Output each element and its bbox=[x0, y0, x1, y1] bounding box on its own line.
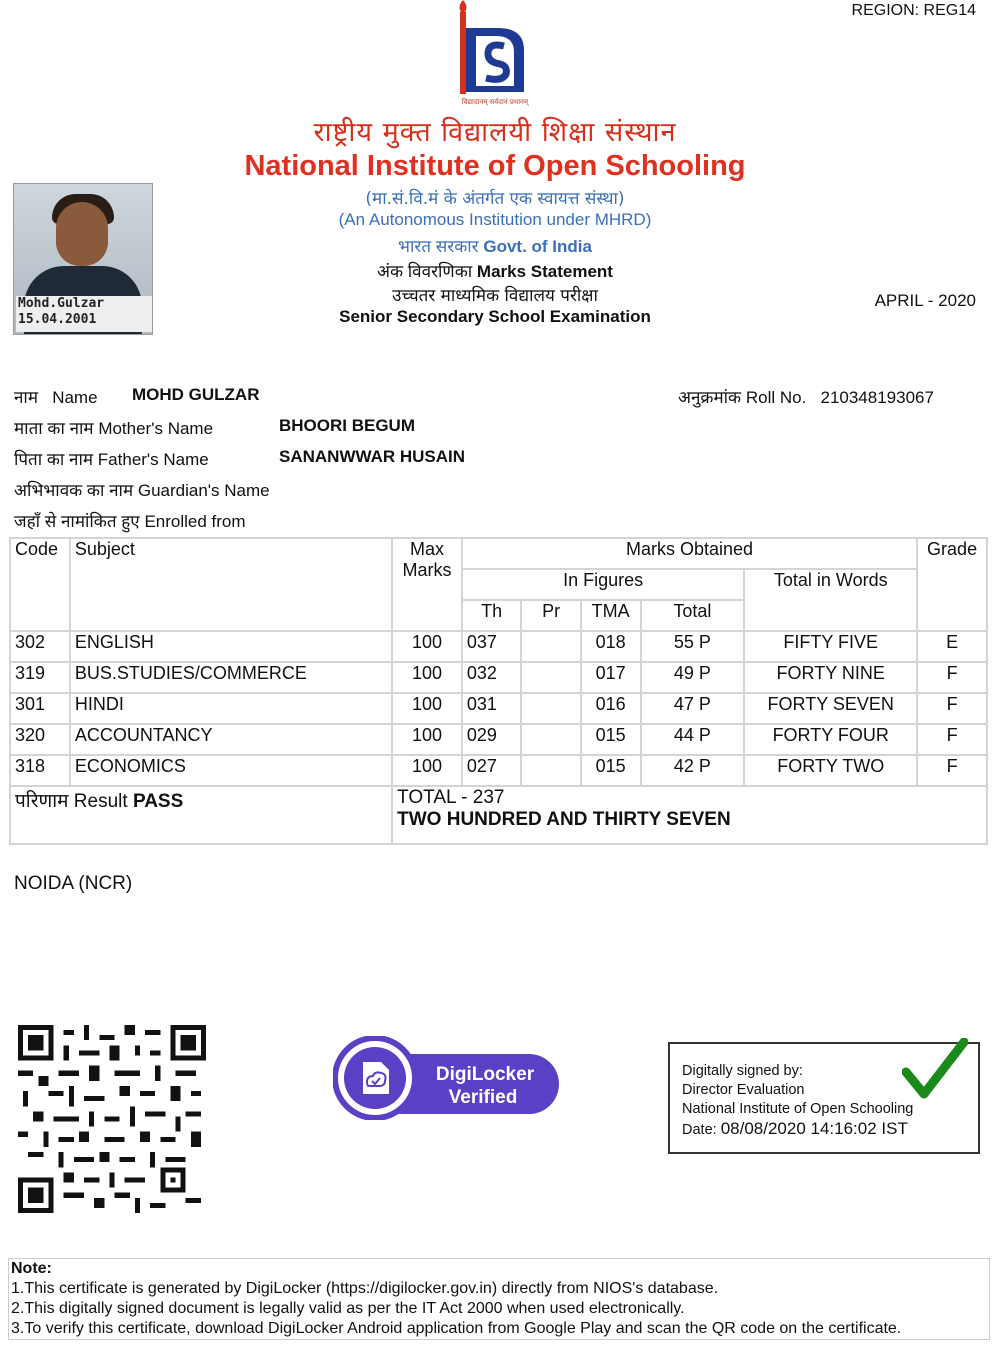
cell-max: 100 bbox=[392, 631, 462, 662]
cell-pr bbox=[521, 662, 580, 693]
signature-line2: Director Evaluation bbox=[682, 1082, 805, 1098]
note-box bbox=[8, 1258, 990, 1340]
cell-th: 031 bbox=[462, 693, 522, 724]
cell-code: 301 bbox=[10, 693, 70, 724]
header-in-figures: In Figures bbox=[462, 569, 744, 600]
cell-max: 100 bbox=[392, 724, 462, 755]
badge-line2: Verified bbox=[448, 1087, 518, 1108]
total-figure: TOTAL - 237 bbox=[397, 787, 505, 808]
cell-total: 44 P bbox=[641, 724, 745, 755]
cell-tma: 016 bbox=[581, 693, 641, 724]
photo-caption-name: Mohd.Gulzar bbox=[18, 296, 105, 311]
table-row bbox=[10, 662, 987, 693]
enrolled-label-hindi: जहाँ से नामांकित हुए bbox=[14, 512, 140, 531]
marks-table bbox=[9, 537, 988, 845]
exam-place: NOIDA (NCR) bbox=[14, 873, 133, 894]
father-label-hindi: पिता का नाम bbox=[14, 450, 94, 469]
cell-th: 027 bbox=[462, 755, 522, 786]
cell-code: 320 bbox=[10, 724, 70, 755]
cell-grade: F bbox=[917, 662, 987, 693]
exam-hindi: उच्चतर माध्यमिक विद्यालय परीक्षा bbox=[392, 286, 598, 306]
cell-total: 49 P bbox=[641, 662, 745, 693]
father-label: Father's Name bbox=[97, 450, 209, 469]
cell-tma: 017 bbox=[581, 662, 641, 693]
cell-words: FORTY TWO bbox=[744, 755, 917, 786]
candidate-name: MOHD GULZAR bbox=[132, 385, 260, 404]
result-label-hindi: परिणाम bbox=[15, 791, 69, 812]
note-heading: Note: bbox=[11, 1260, 52, 1277]
region-code: REGION: REG14 bbox=[851, 2, 976, 19]
cell-total: 42 P bbox=[641, 755, 745, 786]
cell-subject: ENGLISH bbox=[70, 631, 392, 662]
digilocker-verified-badge[interactable] bbox=[333, 1036, 561, 1120]
qr-code[interactable] bbox=[18, 1025, 206, 1213]
cell-max: 100 bbox=[392, 755, 462, 786]
cell-subject: ACCOUNTANCY bbox=[70, 724, 392, 755]
note-item: 1.This certificate is generated by DigiLocker (https://digilocker.gov.in) directly from NIOS's database. bbox=[11, 1280, 719, 1297]
mother-name: BHOORI BEGUM bbox=[279, 416, 415, 435]
cell-words: FORTY SEVEN bbox=[744, 693, 917, 724]
signature-date: 08/08/2020 14:16:02 IST bbox=[720, 1119, 908, 1138]
cell-pr bbox=[521, 755, 580, 786]
cell-words: FIFTY FIVE bbox=[744, 631, 917, 662]
table-row bbox=[10, 631, 987, 662]
govt-english: Govt. of India bbox=[483, 237, 592, 256]
cell-th: 032 bbox=[462, 662, 522, 693]
father-name: SANANWWAR HUSAIN bbox=[279, 447, 466, 466]
result-label: Result bbox=[73, 791, 128, 812]
enrolled-label: Enrolled from bbox=[144, 512, 246, 531]
candidate-photo bbox=[13, 183, 153, 335]
cell-grade: F bbox=[917, 755, 987, 786]
header-grade: Grade bbox=[917, 538, 987, 631]
english-title: National Institute of Open Schooling bbox=[244, 150, 746, 182]
hindi-subtitle: (मा.सं.वि.मं के अंतर्गत एक स्वायत्त संस्था) bbox=[365, 189, 625, 209]
cell-pr bbox=[521, 693, 580, 724]
table-row bbox=[10, 755, 987, 786]
cell-code: 302 bbox=[10, 631, 70, 662]
header-th: Th bbox=[462, 600, 522, 631]
cell-tma: 015 bbox=[581, 755, 641, 786]
table-row bbox=[10, 724, 987, 755]
header-total-in-words: Total in Words bbox=[744, 569, 917, 631]
result-value: PASS bbox=[132, 791, 184, 812]
cell-code: 319 bbox=[10, 662, 70, 693]
cell-tma: 018 bbox=[581, 631, 641, 662]
signature-date-row bbox=[682, 1119, 913, 1140]
note-item: 3.To verify this certificate, download DigiLocker Android application from Google Play and scan the QR code on the certificate. bbox=[11, 1320, 902, 1337]
enrolled-row bbox=[14, 509, 246, 532]
english-subtitle: (An Autonomous Institution under MHRD) bbox=[338, 210, 652, 229]
result-row bbox=[10, 786, 987, 844]
header-tma: TMA bbox=[581, 600, 641, 631]
roll-label-hindi: अनुक्रमांक bbox=[678, 388, 742, 407]
header-pr: Pr bbox=[521, 600, 580, 631]
cell-grade: E bbox=[917, 631, 987, 662]
header-code: Code bbox=[10, 538, 70, 631]
cell-max: 100 bbox=[392, 693, 462, 724]
cell-th: 037 bbox=[462, 631, 522, 662]
roll-label: Roll No. bbox=[745, 388, 807, 407]
father-row bbox=[14, 447, 466, 470]
name-label: Name bbox=[52, 388, 98, 407]
signature-date-label: Date: bbox=[682, 1122, 717, 1138]
signature-line1: Digitally signed by: bbox=[682, 1063, 803, 1079]
mother-label-hindi: माता का नाम bbox=[14, 419, 94, 438]
cell-subject: BUS.STUDIES/COMMERCE bbox=[70, 662, 392, 693]
total-cell bbox=[392, 786, 987, 844]
mother-label: Mother's Name bbox=[98, 419, 214, 438]
digital-signature-box[interactable] bbox=[668, 1042, 980, 1154]
mother-row bbox=[14, 416, 415, 439]
cell-th: 029 bbox=[462, 724, 522, 755]
govt-hindi: भारत सरकार bbox=[398, 237, 479, 256]
guardian-row bbox=[14, 478, 270, 501]
note-item: 2.This digitally signed document is legally valid as per the IT Act 2000 when used electronically. bbox=[11, 1300, 685, 1317]
roll-row bbox=[678, 385, 934, 408]
cell-total: 47 P bbox=[641, 693, 745, 724]
cell-tma: 015 bbox=[581, 724, 641, 755]
result-cell bbox=[10, 786, 392, 844]
logo-tagline: विद्यादानम् सर्वदानं प्रधानम् bbox=[461, 98, 529, 106]
photo-caption-date: 15.04.2001 bbox=[18, 312, 97, 327]
nios-logo bbox=[452, 0, 538, 108]
header-subject: Subject bbox=[70, 538, 392, 631]
roll-number: 210348193067 bbox=[820, 388, 934, 407]
cell-words: FORTY FOUR bbox=[744, 724, 917, 755]
name-label-hindi: नाम bbox=[14, 388, 39, 407]
cell-total: 55 P bbox=[641, 631, 745, 662]
signature-text bbox=[682, 1062, 913, 1140]
total-words: TWO HUNDRED AND THIRTY SEVEN bbox=[397, 809, 731, 830]
cell-pr bbox=[521, 724, 580, 755]
name-row bbox=[14, 385, 260, 408]
cell-max: 100 bbox=[392, 662, 462, 693]
guardian-label: Guardian's Name bbox=[137, 481, 270, 500]
exam-english: Senior Secondary School Examination bbox=[339, 307, 651, 326]
cell-subject: ECONOMICS bbox=[70, 755, 392, 786]
hindi-title: राष्ट्रीय मुक्त विद्यालयी शिक्षा संस्थान bbox=[313, 117, 677, 148]
exam-session: APRIL - 2020 bbox=[874, 291, 976, 310]
cell-grade: F bbox=[917, 693, 987, 724]
statement-english: Marks Statement bbox=[476, 262, 613, 281]
header-total: Total bbox=[641, 600, 745, 631]
guardian-label-hindi: अभिभावक का नाम bbox=[14, 481, 134, 500]
cell-code: 318 bbox=[10, 755, 70, 786]
cell-subject: HINDI bbox=[70, 693, 392, 724]
cell-words: FORTY NINE bbox=[744, 662, 917, 693]
header-marks-obtained: Marks Obtained bbox=[462, 538, 917, 569]
cell-grade: F bbox=[917, 724, 987, 755]
statement-hindi: अंक विवरणिका bbox=[377, 262, 473, 281]
cell-pr bbox=[521, 631, 580, 662]
header-max-marks: Max Marks bbox=[392, 538, 462, 631]
table-row bbox=[10, 693, 987, 724]
photo-caption bbox=[16, 296, 152, 332]
badge-line1: DigiLocker bbox=[435, 1064, 535, 1085]
signature-line3: National Institute of Open Schooling bbox=[682, 1101, 914, 1117]
